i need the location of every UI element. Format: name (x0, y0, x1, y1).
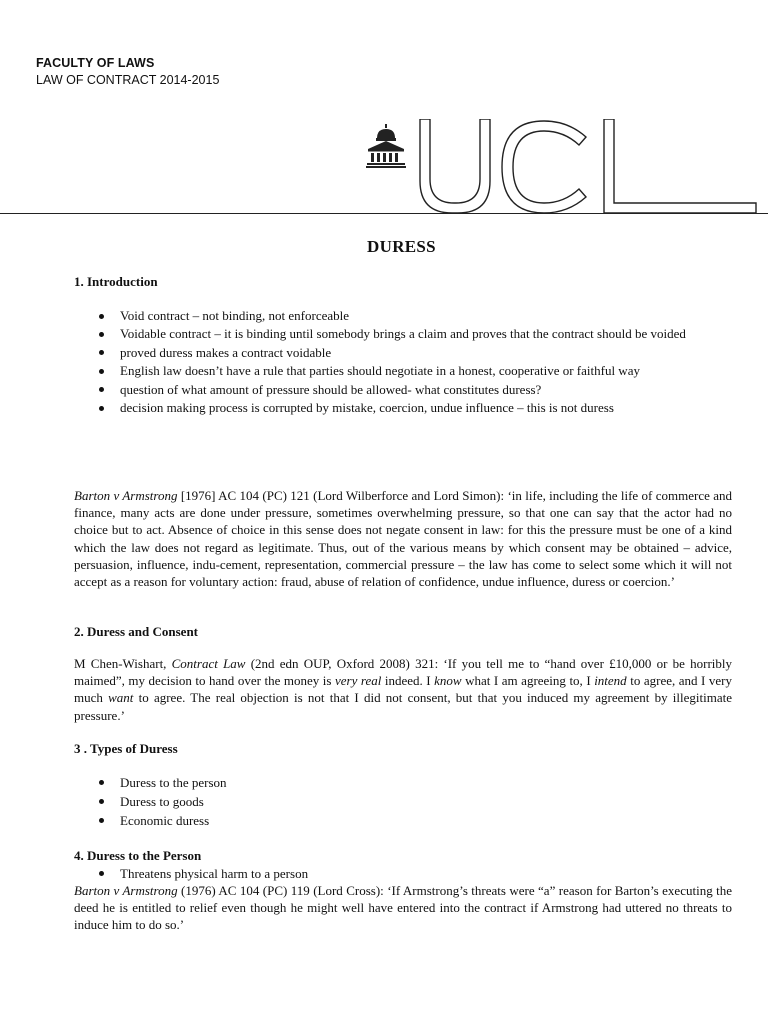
emphasis: want (108, 690, 134, 706)
document-title: DURESS (367, 237, 436, 256)
list-item: Economic duress (74, 811, 734, 830)
list-item: Duress to the person (74, 773, 734, 792)
emphasis: intend (594, 673, 627, 689)
case-name: Barton v Armstrong (74, 488, 178, 503)
introduction-bullet-list (74, 307, 734, 417)
list-item: proved duress makes a contract voidable (74, 344, 734, 362)
text-span: (2nd edn OUP, Oxford 2008) 321: ‘If you tell me to “hand over £10,000 or be horribly maimed”, my decision to hand over the money is (74, 656, 732, 689)
text-span: to agree. The real objection is not that I did not consent, but that you induced my agreement by illegitimate pressure.’ (74, 690, 732, 723)
text-span: to agree, and I very much (74, 673, 733, 706)
section-heading-consent: 2. Duress and Consent (74, 624, 199, 639)
emphasis: very real (334, 673, 382, 689)
section-heading-person: 4. Duress to the Person (74, 848, 202, 863)
person-bullet-list (74, 865, 734, 882)
list-item: English law doesn’t have a rule that parties should negotiate in a honest, cooperative or faithful way (74, 362, 734, 380)
list-item: Voidable contract – it is binding until somebody brings a claim and proves that the contract should be voided (74, 325, 734, 343)
text-span: M Chen-Wishart, (74, 656, 172, 671)
case-name: Barton v Armstrong (74, 883, 178, 898)
list-item: Void contract – not binding, not enforceable (74, 307, 734, 325)
book-title: Contract Law (171, 656, 246, 671)
section-heading-types: 3 . Types of Duress (74, 741, 178, 756)
text-span: indeed. I (381, 673, 435, 689)
quote-text: [1976] AC 104 (PC) 121 (Lord Wilberforce and Lord Simon): ‘in life, including the life of commerce and finance, many acts are done under pressure, sometimes overwhelming pressure, so that one can say that the actor had no choice but to act. Absence of choice in this sense does not negate consent in law: for this the pressure must be one of a kind which the law does not regard as legitimate. Thus, out of the various means by which consent may be obtained – advice, persuasion, influence, indu-cement, representation, commercial pressure – the law has come to select some which it will not accept as a reason for voluntary action: fraud, abuse of relation of confidence, undue influence, duress or coercion.’ (74, 488, 732, 590)
list-item: Threatens physical harm to a person (74, 865, 734, 882)
document-header (36, 56, 219, 87)
ucl-portico-icon (366, 124, 406, 168)
header-divider (0, 213, 768, 214)
text-span: what I am agreeing to, I (461, 673, 595, 689)
course-name: LAW OF CONTRACT 2014-2015 (36, 73, 220, 87)
types-bullet-list (74, 773, 734, 831)
section-heading-introduction: 1. Introduction (74, 274, 158, 289)
list-item: question of what amount of pressure should be allowed- what constitutes duress? (74, 381, 734, 399)
list-item: Duress to goods (74, 792, 734, 811)
quote-text: (1976) AC 104 (PC) 119 (Lord Cross): ‘If Armstrong’s threats were “a” reason for Barton’s executing the deed he is entitled to relief even though he might well have entered into the contract if Armstrong had uttered no threats to induce him to do so.’ (74, 883, 732, 933)
ucl-logo (418, 119, 758, 215)
chen-wishart-paragraph (74, 655, 732, 724)
barton-quote-paragraph (74, 487, 732, 590)
emphasis: know (434, 673, 462, 689)
barton-cross-paragraph (74, 882, 732, 934)
faculty-name: FACULTY OF LAWS (36, 56, 155, 70)
list-item: decision making process is corrupted by mistake, coercion, undue influence – this is not duress (74, 399, 734, 417)
